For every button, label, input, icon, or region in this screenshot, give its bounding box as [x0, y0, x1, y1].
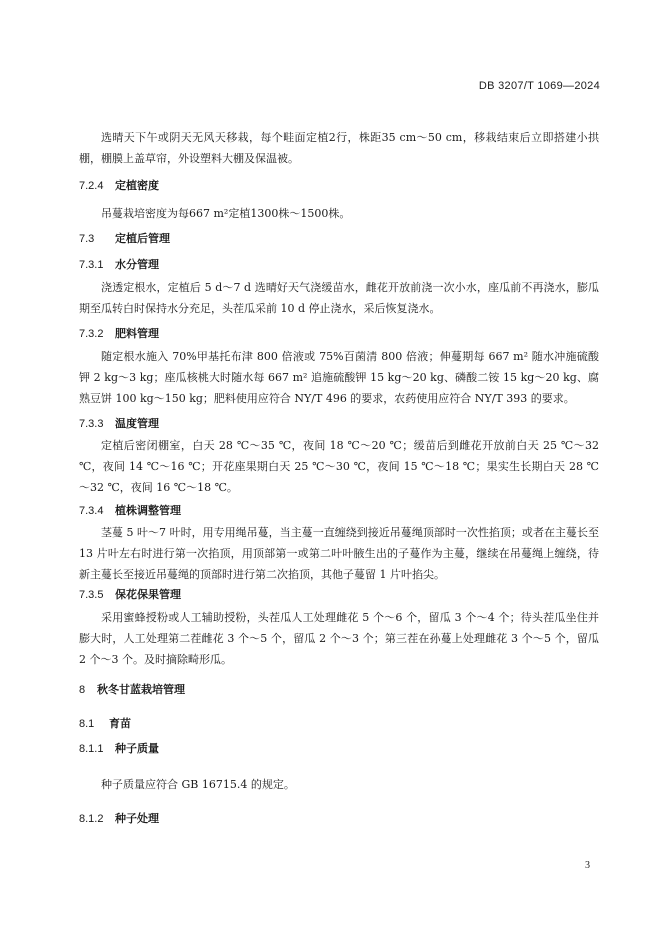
heading-title: 秋冬甘蓝栽培管理: [97, 683, 185, 696]
paragraph-transplanting: 选晴天下午或阴天无风天移栽，每个畦面定植2行，株距35 cm～50 cm，移栽结束后立即搭建小拱棚，棚膜上盖草帘，外设塑料大棚及保温被。: [79, 131, 599, 165]
paragraph-fertilizer: 随定根水施入 70%甲基托布津 800 倍液或 75%百菌清 800 倍液；伸蔓期每 667 m² 随水冲施硫酸钾 2 kg～3 kg；座瓜核桃大时随水每 667 m² 追施硫酸钾 15 kg～20 kg、磷酸二铵 15 kg～20 kg、腐熟豆饼 100 kg～150 kg；肥料使用应符合 NY/T 496 的要求，农药使用应符合 NY/T 393 的要求。: [79, 350, 599, 405]
heading-title: 保花保果管理: [115, 588, 181, 601]
heading-title: 育苗: [109, 717, 131, 730]
heading-title: 定植后管理: [115, 232, 170, 245]
heading-number: 7.3.5: [79, 589, 104, 601]
heading-8: [79, 683, 599, 697]
heading-title: 水分管理: [115, 258, 159, 271]
paragraph-temperature: 定植后密闭棚室，白天 28 ℃～35 ℃，夜间 18 ℃～20 ℃；缓苗后到雌花开放前白天 25 ℃～32 ℃，夜间 14 ℃～16 ℃；开花座果期白天 25 ℃～30 ℃，夜间 15 ℃～18 ℃；果实生长期白天 28 ℃～32 ℃，夜间 16 ℃～18 ℃。: [79, 439, 599, 494]
heading-number: 7.3.3: [79, 418, 104, 430]
heading-title: 种子处理: [115, 812, 159, 825]
heading-number: 7.3: [79, 233, 95, 245]
heading-7-3-3: [79, 417, 599, 431]
heading-number: 8.1: [79, 718, 95, 730]
paragraph-water: 浇透定根水，定植后 5 d～7 d 选晴好天气浇缓苗水，雌花开放前浇一次小水，座瓜前不再浇水，膨瓜期至瓜转白时保持水分充足，头茬瓜采前 10 d 停止浇水，采后恢复浇水。: [79, 281, 599, 315]
heading-7-3: [79, 232, 599, 246]
heading-7-3-4: [79, 504, 599, 518]
heading-title: 种子质量: [115, 742, 159, 755]
heading-number: 8.1.1: [79, 743, 104, 755]
heading-number: 7.3.1: [79, 259, 104, 271]
heading-title: 植株调整管理: [115, 504, 181, 517]
heading-7-3-1: [79, 258, 599, 272]
heading-title: 肥料管理: [115, 327, 159, 340]
heading-8-1-2: [79, 812, 599, 826]
heading-7-2-4: [79, 179, 599, 193]
heading-number: 7.2.4: [79, 180, 104, 192]
heading-title: 温度管理: [115, 417, 159, 430]
heading-8-1-1: [79, 742, 599, 756]
paragraph-plant-adjustment: 茎蔓 5 叶～7 叶时，用专用绳吊蔓，当主蔓一直缠绕到接近吊蔓绳顶部时一次性掐顶；或者在主蔓长至 13 片叶左右时进行第一次掐顶，用顶部第一或第二叶叶腋生出的子蔓作为主蔓，继续在吊蔓绳上缠绕，待新主蔓长至接近吊蔓绳的顶部时进行第二次掐顶，其他子蔓留 1 片叶掐尖。: [79, 526, 599, 581]
heading-number: 7.3.2: [79, 328, 104, 340]
paragraph-pollination: 采用蜜蜂授粉或人工辅助授粉，头茬瓜人工处理雌花 5 个～6 个，留瓜 3 个～4 个；待头茬瓜坐住并膨大时，人工处理第二茬雌花 3 个～5 个，留瓜 2 个～3 个；第三茬在孙蔓上处理雌花 3 个～5 个，留瓜 2 个～3 个。及时摘除畸形瓜。: [79, 611, 599, 666]
document-code: DB 3207/T 1069—2024: [478, 80, 600, 92]
heading-title: 定植密度: [115, 179, 159, 192]
paragraph-density: 吊蔓栽培密度为每667 m²定植1300株～1500株。: [101, 207, 351, 220]
heading-number: 8: [79, 684, 86, 696]
paragraph-seed-quality: 种子质量应符合 GB 16715.4 的规定。: [101, 778, 295, 791]
heading-7-3-5: [79, 588, 599, 602]
heading-7-3-2: [79, 327, 599, 341]
page-number: 3: [585, 860, 590, 871]
heading-number: 8.1.2: [79, 813, 104, 825]
heading-8-1: [79, 717, 599, 731]
heading-number: 7.3.4: [79, 505, 104, 517]
